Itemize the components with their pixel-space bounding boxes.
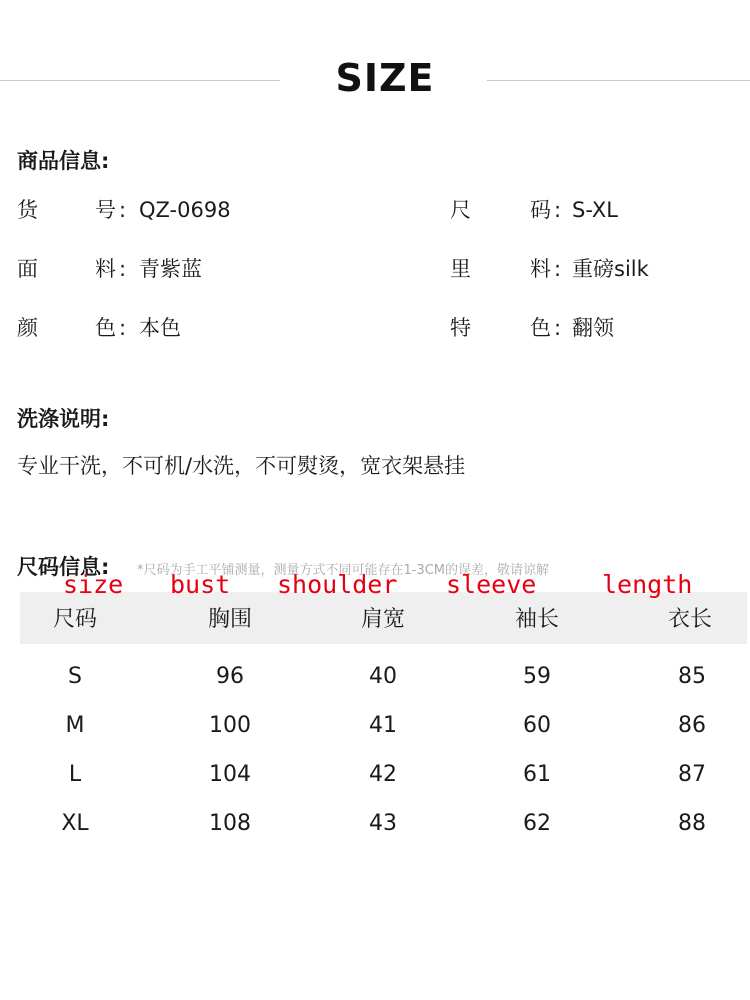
column-header-size: 尺码	[52, 607, 97, 632]
table-cell-size: M	[65, 713, 85, 738]
table-cell-bust: 100	[209, 713, 251, 738]
product-info-heading: 商品信息:	[17, 149, 110, 173]
column-header-length: 衣长	[667, 607, 712, 632]
field-value-feature: 翻领	[572, 316, 614, 340]
table-cell-shoulder: 41	[369, 713, 397, 738]
field-label-first-char: 特	[450, 316, 471, 340]
field-colon: :	[119, 257, 127, 281]
english-label-size: size	[63, 570, 124, 599]
english-label-shoulder: shoulder	[277, 570, 398, 599]
field-label-second-char: 色	[95, 316, 116, 340]
english-label-sleeve: sleeve	[446, 570, 537, 599]
field-colon: :	[119, 198, 127, 222]
field-label-second-char: 号	[95, 198, 116, 222]
field-colon: :	[554, 257, 562, 281]
table-cell-length: 85	[678, 664, 706, 689]
field-label-first-char: 颜	[17, 316, 38, 340]
field-label-first-char: 里	[450, 257, 471, 281]
field-colon: :	[554, 316, 562, 340]
table-cell-sleeve: 62	[523, 811, 551, 836]
field-colon: :	[119, 316, 127, 340]
english-label-length: length	[602, 570, 693, 599]
field-colon: :	[554, 198, 562, 222]
title-rule-right	[487, 80, 750, 81]
field-value-lining: 重磅silk	[572, 257, 649, 281]
table-cell-shoulder: 40	[369, 664, 397, 689]
table-cell-sleeve: 61	[523, 762, 551, 787]
table-cell-bust: 96	[216, 664, 244, 689]
english-label-bust: bust	[170, 570, 231, 599]
measurement-note: *尺码为手工平铺测量，测量方式不同可能存在1-3CM的误差，敬请谅解	[137, 563, 550, 578]
field-label-first-char: 面	[17, 257, 38, 281]
field-label-second-char: 料	[95, 257, 116, 281]
field-label-first-char: 货	[17, 198, 38, 222]
table-cell-bust: 108	[209, 811, 251, 836]
field-value-fabric: 青紫蓝	[139, 257, 202, 281]
field-label-first-char: 尺	[450, 198, 471, 222]
table-cell-shoulder: 43	[369, 811, 397, 836]
washing-instructions: 专业干洗，不可机/水洗，不可熨烫，宽衣架悬挂	[17, 454, 466, 478]
table-cell-length: 88	[678, 811, 706, 836]
field-label-second-char: 色	[530, 316, 551, 340]
field-label-second-char: 码	[530, 198, 551, 222]
title-rule-left	[0, 80, 280, 81]
table-cell-size: S	[68, 664, 82, 689]
size-info-heading: 尺码信息:	[17, 555, 110, 579]
column-header-bust: 胸围	[207, 607, 252, 632]
table-cell-sleeve: 60	[523, 713, 551, 738]
column-header-sleeve: 袖长	[514, 607, 559, 632]
table-cell-size: L	[68, 762, 82, 787]
field-value-color: 本色	[139, 316, 181, 340]
table-cell-shoulder: 42	[369, 762, 397, 787]
washing-heading: 洗涤说明:	[17, 407, 110, 431]
table-cell-size: XL	[61, 811, 89, 836]
field-label-second-char: 料	[530, 257, 551, 281]
column-header-shoulder: 肩宽	[360, 607, 405, 632]
field-value-item-number: QZ-0698	[139, 198, 231, 222]
table-cell-length: 87	[678, 762, 706, 787]
table-cell-length: 86	[678, 713, 706, 738]
table-cell-bust: 104	[209, 762, 251, 787]
field-value-size-range: S-XL	[572, 198, 618, 222]
table-cell-sleeve: 59	[523, 664, 551, 689]
page-title: SIZE	[335, 56, 435, 100]
